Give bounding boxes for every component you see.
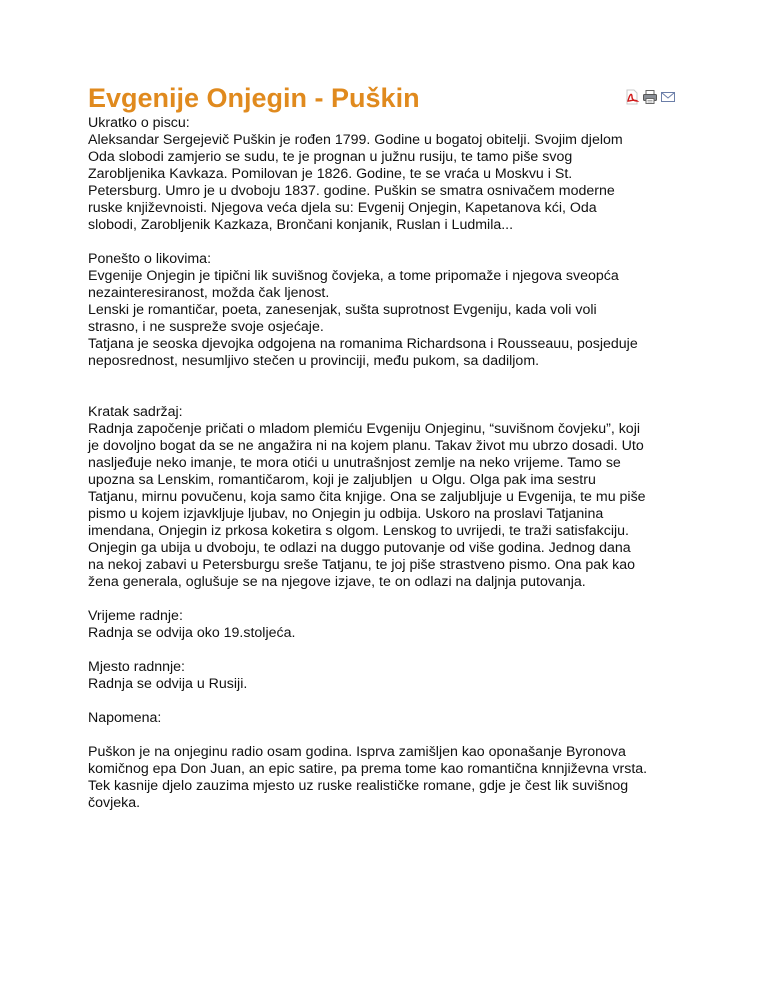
section-heading: Ukratko o piscu:	[88, 115, 190, 131]
paragraph-line: pismo u kojem izjavkljuje ljubav, no Onjegin ju odbija. Uskoro na proslavi Tatjanina	[88, 506, 604, 522]
paragraph-line: nezainteresiranost, možda čak ljenost.	[88, 285, 330, 301]
paragraph-line: Zarobljenika Kavkaza. Pomilovan je 1826. Godine, te se vraća u Moskvu i St.	[88, 166, 573, 182]
paragraph-line: slobodi, Zarobljenik Kazkaza, Brončani konjanik, Ruslan i Ludmila...	[88, 217, 514, 233]
document-page	[88, 82, 688, 812]
section-note	[88, 710, 688, 812]
paragraph-line: nasljeđuje neko imanje, te mora otići u unutrašnjost zemlje na neko vrijeme. Tamo se	[88, 455, 621, 471]
paragraph-line: Radnja započenje pričati o mladom plemiću Evgeniju Onjeginu, “suvišnom čovjeku”, koji	[88, 421, 641, 437]
section-place	[88, 659, 688, 693]
paragraph-line: čovjeka.	[88, 795, 141, 811]
section-heading: Vrijeme radnje:	[88, 608, 183, 624]
paragraph-line: neposrednost, nesumljivo stečen u provinciji, među pukom, sa dadiljom.	[88, 353, 540, 369]
section-summary	[88, 404, 688, 591]
paragraph-line: Tek kasnije djelo zauzima mjesto uz ruske realističke romane, gdje je čest lik suvišnog	[88, 778, 629, 794]
paragraph-line: Puškon je na onjeginu radio osam godina. Isprva zamišljen kao oponašanje Byronova	[88, 744, 626, 760]
section-heading: Kratak sadržaj:	[88, 404, 183, 420]
paragraph-line: strasno, i ne susprеže svoje osjećaje.	[88, 319, 324, 335]
paragraph-line: Oda slobodi zamjerio se sudu, te je prognan u južnu rusiju, te tamo piše svog	[88, 149, 573, 165]
paragraph-line: Aleksandar Sergejevič Puškin je rođen 1799. Godine u bogatoj obitelji. Svojim djelom	[88, 132, 623, 148]
paragraph-line: Lenski je romantičar, poeta, zanesenjak, sušta suprotnost Evgeniju, kada voli voli	[88, 302, 597, 318]
section-heading: Ponešto o likovima:	[88, 251, 212, 267]
paragraph-line: Radnja se odvija oko 19.stoljeća.	[88, 625, 296, 641]
paragraph-line: Tatjana je seoska djevojka odgojena na romanima Richardsona i Rousseauu, posjeduje	[88, 336, 638, 352]
paragraph-line: Petersburg. Umro je u dvoboju 1837. godine. Puškin se smatra osnivačem moderne	[88, 183, 615, 199]
paragraph-line: Radnja se odvija u Rusiji.	[88, 676, 248, 692]
paragraph-line: Onjegin ga ubija u dvoboju, te odlazi na duggo putovanje od više godina. Jednog dana	[88, 540, 631, 556]
paragraph-line: žena generala, oglušuje se na njegove izjave, te on odlazi na daljnja putovanja.	[88, 574, 586, 590]
section-heading: Napomena:	[88, 710, 162, 726]
section-time	[88, 608, 688, 642]
paragraph-line: na nekoj zabavi u Petersburgu sreše Tatjanu, te joj piše strastveno pismo. Ona pak kao	[88, 557, 636, 573]
paragraph-line: upozna sa Lenskim, romantičarom, koji je zaljubljen u Olgu. Olga pak ima sestru	[88, 472, 596, 488]
paragraph-line: imendana, Onjegin iz prkosa koketira s olgom. Lenskog to uvrijedi, te traži satisfakciju.	[88, 523, 629, 539]
section-heading: Mjesto radnnje:	[88, 659, 185, 675]
paragraph-line: ruske književnoisti. Njegova veća djela su: Evgenij Onjegin, Kapetanova kći, Oda	[88, 200, 597, 216]
document-title: Evgenije Onjegin - Puškin	[88, 83, 420, 113]
paragraph-line: Evgenije Onjegin je tipični lik suvišnog čovjeka, a tome pripomaže i njegova sveopća	[88, 268, 619, 284]
paragraph-line: je dovoljno bogat da se ne angažira ni na kojem planu. Takav život mu ubrzo dosadi. Uto	[88, 438, 644, 454]
section-author	[88, 115, 688, 234]
section-characters	[88, 251, 688, 370]
paragraph-line: Tatjanu, mirnu povučenu, koja samo čita knjige. Ona se zaljubljuje u Evgenija, te mu piše	[88, 489, 646, 505]
paragraph-line: komičnog epa Don Juan, an epic satire, pa prema tome kao romantična knnjiževna vrsta.	[88, 761, 648, 777]
